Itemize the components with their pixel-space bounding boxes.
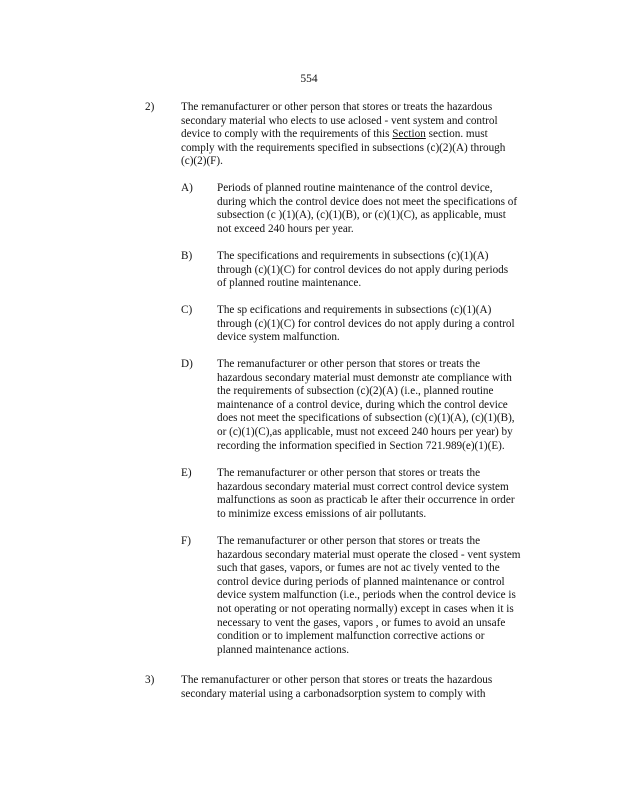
text-line: control device during periods of planned maintenance or control	[217, 575, 505, 588]
text-line: maintenance of a control device, during which the control device	[217, 398, 508, 411]
subparagraph-label: F)	[181, 535, 191, 547]
text-line: the requirements of subsection (c)(2)(A) (i.e., planned routine	[217, 385, 494, 398]
text-line: Periods of planned routine maintenance of the control device,	[217, 182, 493, 194]
text-line: The remanufacturer or other person that stores or treats the	[217, 358, 481, 370]
text-line: through (c)(1)(C) for control devices do not apply during a control	[217, 317, 515, 330]
paragraph-label: 3)	[145, 674, 155, 686]
text-line: planned maintenance actions.	[217, 643, 350, 656]
subparagraph-text	[217, 467, 547, 521]
text-line-part: section. must	[428, 128, 488, 141]
page-number: 554	[300, 73, 318, 85]
text-line: secondary material who elects to use aclosed - vent system and control	[181, 114, 498, 127]
text-line: during which the control device does not meet the specifications of	[217, 195, 518, 208]
text-line: not operating or not operating normally) except in cases when it is	[217, 602, 514, 615]
text-line: recording the information specified in Section 721.989(e)(1)(E).	[217, 439, 505, 452]
subparagraph-label: C)	[181, 304, 193, 316]
subparagraph-label: A)	[181, 182, 193, 194]
text-line: not exceed 240 hours per year.	[217, 222, 354, 235]
text-line: device system malfunction (i.e., periods when the control device is	[217, 589, 516, 602]
text-line: subsection (c )(1)(A), (c)(1)(B), or (c)(1)(C), as applicable, must	[217, 209, 506, 222]
text-line: The remanufacturer or other person that stores or treats the	[217, 467, 481, 479]
text-line: condition or to implement malfunction corrective actions or	[217, 630, 485, 643]
text-line: The specifications and requirements in subsections (c)(1)(A)	[217, 250, 489, 262]
text-line: device system malfunction.	[217, 331, 340, 344]
text-line-part: device to comply with the requirements of this	[181, 128, 390, 141]
underlined-word: Section	[392, 128, 426, 141]
text-line: to minimize excess emissions of air pollutants.	[217, 507, 427, 520]
text-line: The sp ecifications and requirements in subsections (c)(1)(A)	[217, 304, 492, 316]
text-line: necessary to vent the gases, vapors , or fumes to avoid an unsafe	[217, 616, 506, 629]
subparagraph-text	[217, 358, 547, 453]
text-line: The remanufacturer or other person that stores or treats the	[217, 535, 481, 547]
subparagraph-text	[217, 535, 547, 657]
text-line: comply with the requirements specified in subsections (c)(2)(A) through	[181, 141, 506, 154]
paragraph-label: 2)	[145, 101, 155, 113]
text-line: such that gases, vapors, or fumes are not ac tively vented to the	[217, 562, 500, 575]
text-line: The remanufacturer or other person that stores or treats the hazardous	[181, 101, 493, 113]
text-line	[181, 128, 541, 142]
text-line: malfunctions as soon as practicab le after their occurrence in order	[217, 494, 515, 507]
paragraph-text	[181, 101, 541, 169]
text-line: (c)(2)(F).	[181, 155, 223, 168]
paragraph-text	[181, 674, 541, 701]
subparagraph-text	[217, 182, 547, 236]
text-line: hazardous secondary material must operate the closed - vent system	[217, 548, 521, 561]
subparagraph-text	[217, 304, 547, 345]
text-line: secondary material using a carbonadsorption system to comply with	[181, 687, 486, 700]
subparagraph-label: B)	[181, 250, 193, 262]
text-line: through (c)(1)(C) for control devices do not apply during periods	[217, 263, 509, 276]
subparagraph-text	[217, 250, 547, 291]
text-line: of planned routine maintenance.	[217, 277, 362, 290]
text-line: hazardous secondary material must correct control device system	[217, 480, 509, 493]
subparagraph-label: D)	[181, 358, 193, 370]
text-line: The remanufacturer or other person that stores or treats the hazardous	[181, 674, 493, 686]
text-line: does not meet the specifications of subsection (c)(1)(A), (c)(1)(B),	[217, 412, 515, 425]
text-line: or (c)(1)(C),as applicable, must not exceed 240 hours per year) by	[217, 425, 513, 438]
text-line: hazardous secondary material must demonstr ate compliance with	[217, 371, 512, 384]
subparagraph-label: E)	[181, 467, 192, 479]
